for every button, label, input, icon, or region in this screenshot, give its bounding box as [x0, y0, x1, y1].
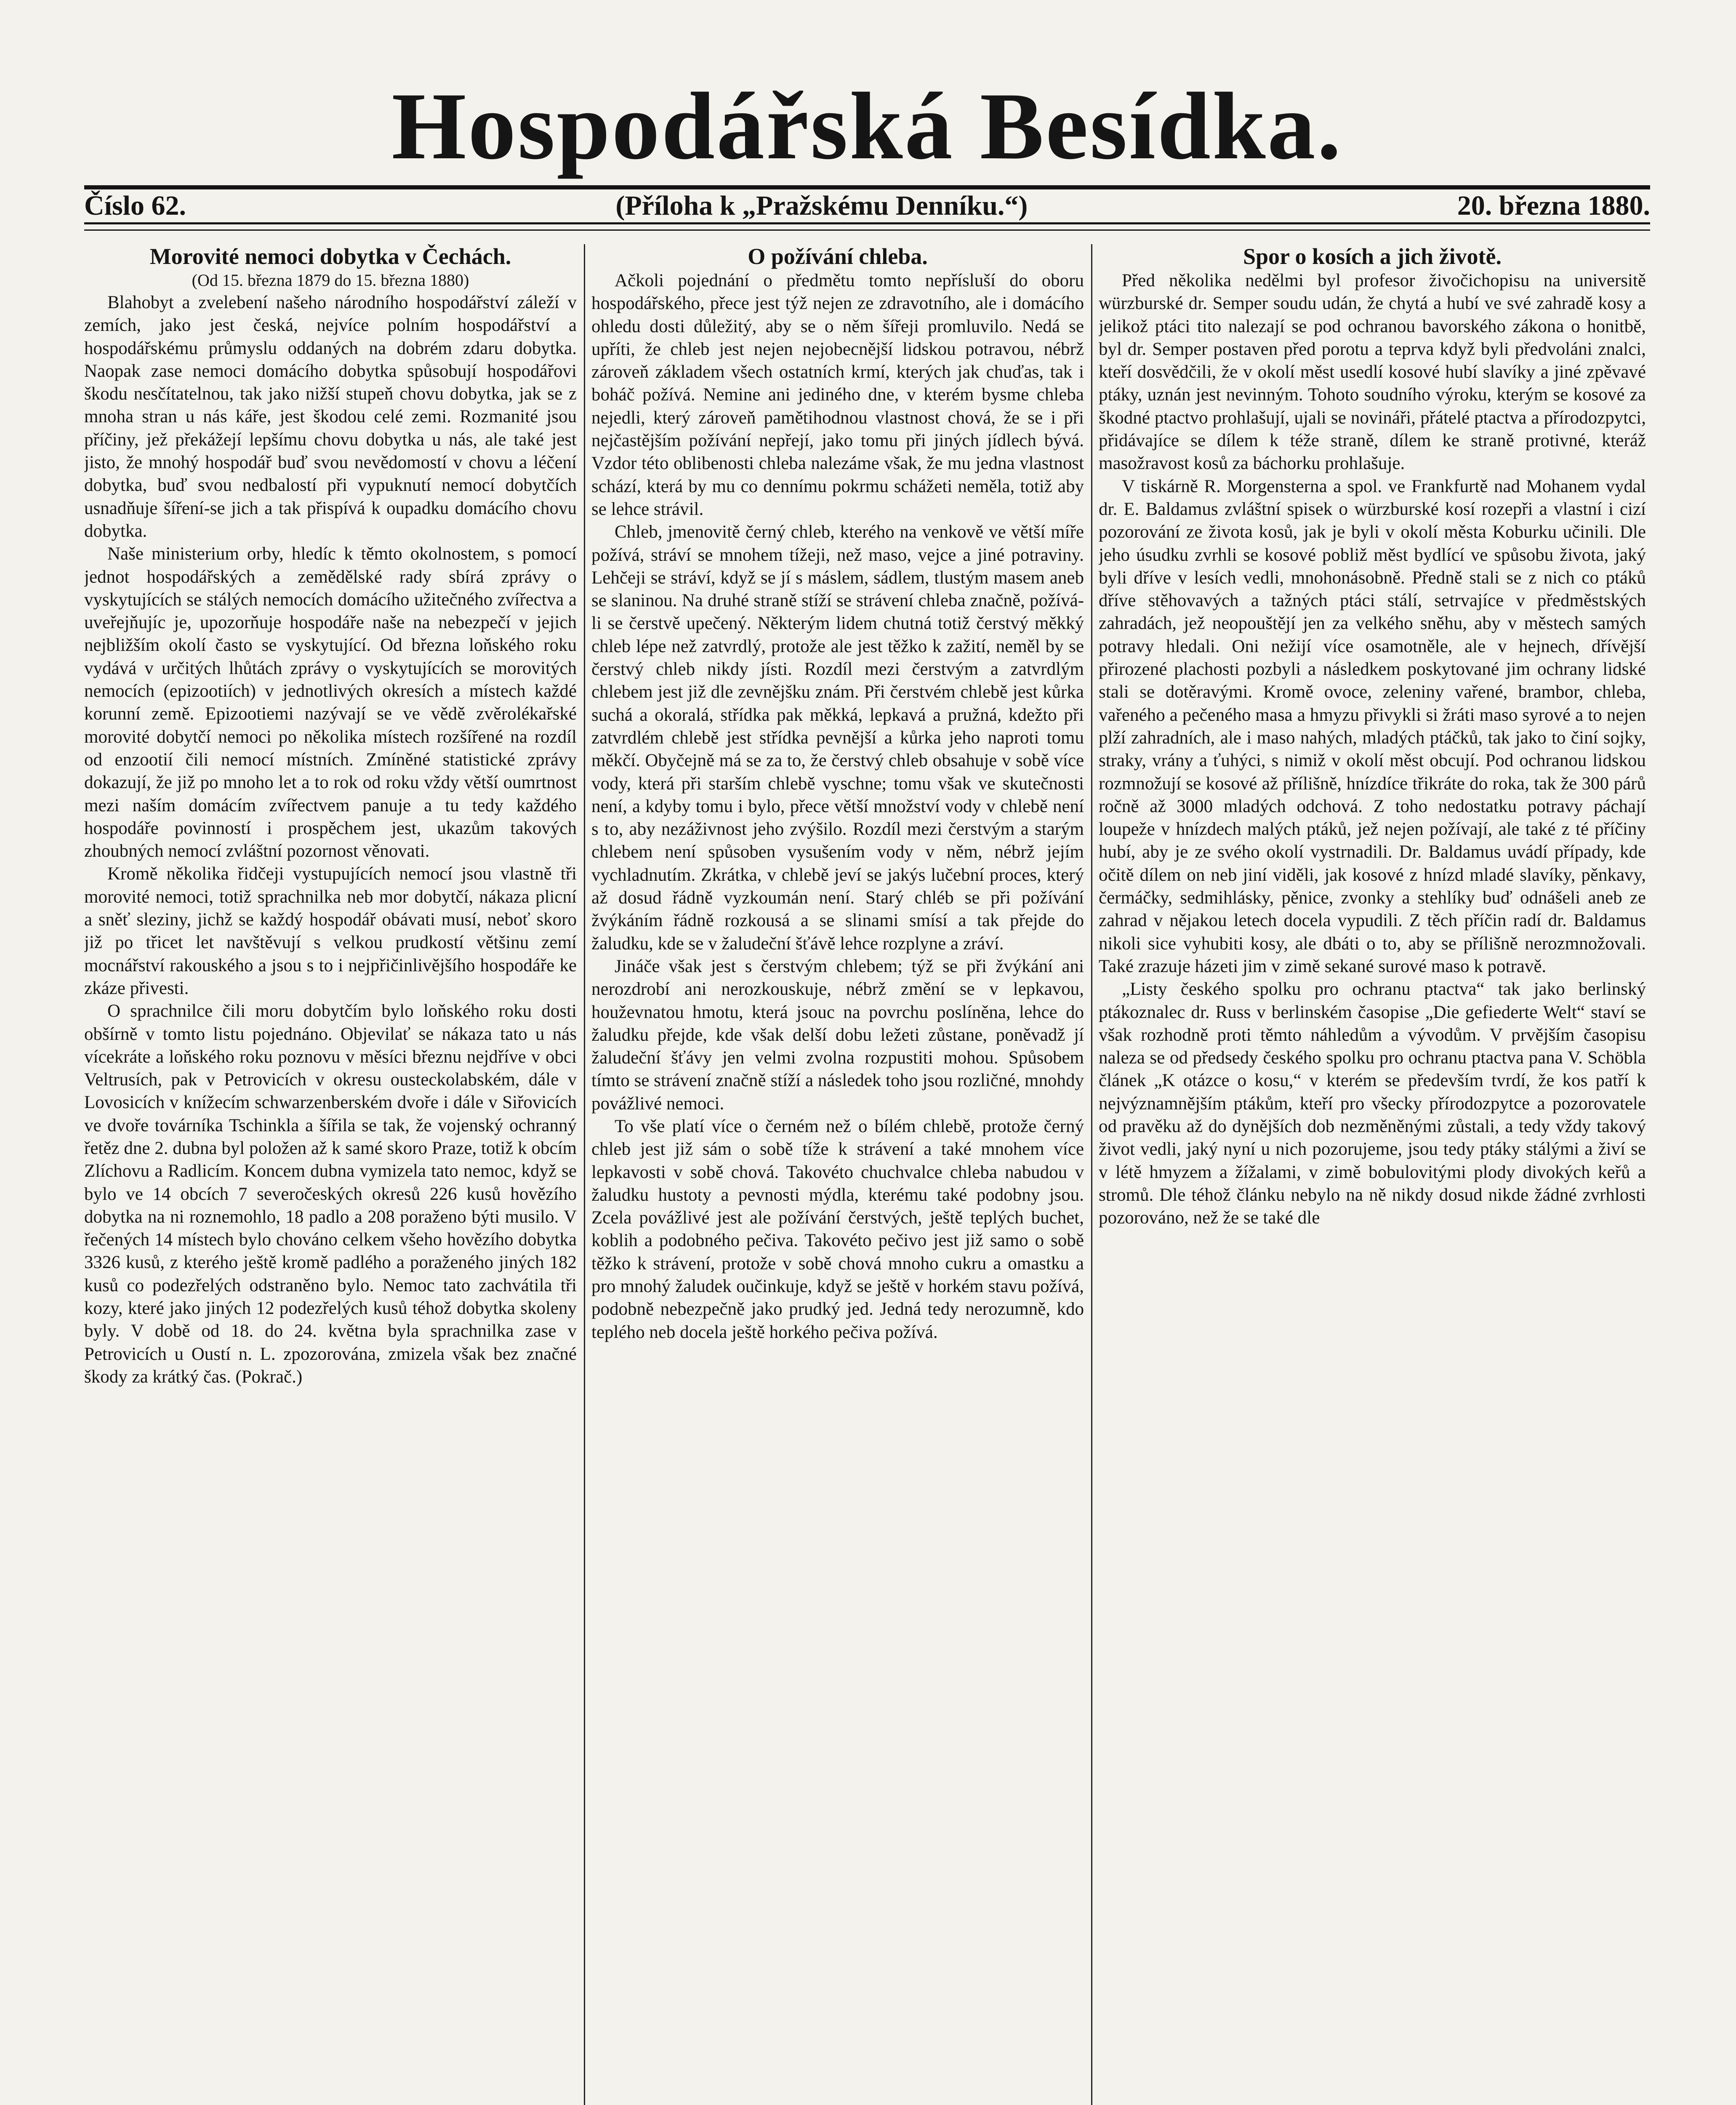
- article-paragraph: Naše ministerium orby, hledíc k těmto okolnostem, s pomocí jednot hospodářských a zemědělské rady sbírá zprávy o vyskytujících se stálých nemocích domácího užitečného zvířectva a uveřejňujíc je, upozorňuje hospodáře naše na nebezpečí v jejich nejbližším okolí často se vyskytující. Od března loňského roku vydává v určitých lhůtách zprávy o vyskytujících se morovitých nemocích (epizootiích) v jednotlivých okresích a místech každé korunní země. Epizootiemi nazývají se ve vědě zvěrolékařské morovité dobytčí nemoci po několika místech rozšířené na rozdíl od enzootií čili nemocí místních. Zmíněné statistické zprávy dokazují, že již po mnoho let a to rok od roku vždy větší oumrtnost mezi naším domácím zvířectvem panuje a tu tedy každého hospodáře povinností i prospěchem jest, ukazům takových zhoubných nemocí zvláštní pozornost věnovati.: [84, 544, 577, 861]
- column-divider-1: [584, 244, 585, 2105]
- article-paragraph: Chleb, jmenovitě černý chleb, kterého na venkově ve větší míře požívá, stráví se mnohem tížeji, než maso, vejce a jiné potraviny. Lehčeji se stráví, když se jí s máslem, sádlem, tlustým masem aneb se slaninou. Na druhé straně stíží se strávení chleba značně, požívá-li se čerstvě upečený. Některým lidem chutná totiž čerstvý měkký chleb lépe než zatvrdlý, protože ale jest těžko k zažití, neměl by se čerstvý chleb nikdy jísti. Rozdíl mezi čerstvým a zatvrdlým chlebem jest již dle zevnějšku znám. Při čerstvém chlebě jest kůrka suchá a okoralá, střídka pak měkká, lepkavá a pružná, kdežto při zatvrdlém chlebě jest střídka pevnější a kůrka jeho naproti tomu měkčí. Obyčejně má se za to, že čerstvý chleb obsahuje v sobě více vody, která při starším chlebě vyschne; tomu však ve skutečnosti není, a kdyby tomu i bylo, přece větší množství vody v chlebě není s to, aby nezáživnost jeho zvýšilo. Rozdíl mezi čerstvým a starým chlebem není spůsoben vysušením vody v něm, nébrž jejím vychladnutím. Zkrátka, v chlebě jeví se jakýs lučební proces, který až dosud řádně vyzkoumán není. Starý chléb se při požívání žvýkáním řádně rozkousá a se slinami smísí a tak přejde do žaludku, kde se v žaludeční šťávě lehce rozplyne a zráví.: [591, 522, 1084, 954]
- column-divider-2: [1091, 244, 1092, 2105]
- article-paragraph: Ačkoli pojednání o předmětu tomto nepřísluší do oboru hospodářského, přece jest týž nejen ze zdravotního, ale i domácího ohledu dosti důležitý, aby se o něm šířeji promluvilo. Nedá se upříti, že chleb jest nejen nejobecnější lidskou potravou, nébrž zároveň základem všech ostatních krmí, kterých jak chuďas, tak i boháč požívá. Nemine ani jediného dne, v kterém bysme chleba nejedli, který zároveň pamětihodnou vlastnost chová, že se i při nejčastějším požívání nepřejí, jako tomu při jiných jídlech bývá. Vzdor této oblibenosti chleba nalezáme však, že mu jedna vlastnost schází, která by mu co dennímu pokrmu schážeti neměla, totiž aby se lehce strávil.: [591, 271, 1084, 519]
- article-column-diseases: [84, 243, 577, 2105]
- masthead-title: Hospodářská Besídka.: [391, 73, 1343, 179]
- supplement-note: (Příloha k „Pražskému Denníku.“): [615, 190, 1028, 221]
- issue-info-bar: [84, 190, 1650, 221]
- masthead-rule-top: [84, 185, 1650, 189]
- article-column-blackbirds: [1099, 243, 1646, 2105]
- issue-date: 20. března 1880.: [1457, 190, 1650, 221]
- article-title: O požívání chleba.: [748, 244, 928, 269]
- article-title: Morovité nemoci dobytka v Čechách.: [149, 244, 511, 269]
- masthead-rule-thin: [84, 229, 1650, 231]
- masthead-rule-bottom: [84, 222, 1650, 224]
- article-paragraph: Kromě několika řidčeji vystupujících nemocí jsou vlastně tři morovité nemoci, totiž sprachnilka neb mor dobytčí, nákaza plicní a sněť sleziny, jichž se každý hospodář obávati musí, neboť skoro již po třicet let navštěvují s velkou prudkostí většinu zemí mocnářství rakouského a jsou s to i nejpřičinlivějšího hospodáře ke zkáze přivesti.: [84, 864, 577, 998]
- article-title: Spor o kosích a jich životě.: [1243, 244, 1502, 269]
- article-subtitle: (Od 15. března 1879 do 15. března 1880): [192, 271, 469, 290]
- article-paragraph: Blahobyt a zvelebení našeho národního hospodářství záleží v zemích, jako jest česká, nejvíce polním hospodářství a hospodářskému průmyslu oddaných na dobrém zdaru dobytka. Naopak zase nemoci domácího dobytka spůsobují hospodářovi škodu nesčítatelnou, tak jako nižší stupeň chovu dobytka, jak se z mnoha stran u nás káře, jest škodou celé zemi. Rozmanité jsou příčiny, jež překážejí lepšímu chovu dobytka u nás, ale také jest jisto, že mnohý hospodář buď svou nevědomostí v chovu a léčení dobytka, buď svou nedbalostí při vypuknutí nemocí dobytčích usnadňuje šíření-se jich a tak přispívá k oupadku domácího chovu dobytka.: [84, 293, 577, 541]
- article-paragraph: V tiskárně R. Morgensterna a spol. ve Frankfurtě nad Mohanem vydal dr. E. Baldamus zvláštní spisek o würzburské kosí rozepři a vlastní i cizí pozorování ze života kosů, jak je byli v okolí města Koburku učinili. Dle jeho úsudku zvrhli se kosové pobliž měst bydlící ve spůsobu života, jaký byli dříve v lesích vedli, mnohonásobně. Předně stali se z nich co ptáků dříve stěhovavých a tažných ptáci stálí, setrvajíce v předměstských zahradách, jež neopouštějí jen za velkého sněhu, aby v městech samých potravy hledali. Oni nežijí více osamotněle, ale v hejnech, dřívější přirozené plachosti pozbyli a následkem poskytované jim ochrany lidské stali se dotěravými. Kromě ovoce, zeleniny vařené, brambor, chleba, vařeného a pečeného masa a hmyzu přivykli si žráti maso syrové a to nejen plží zahradních, ale i maso nahých, mladých ptáčků, tak jako to činí sojky, straky, vrány a ťuhýci, s nimiž v okolí měst obcují. Pod ochranou lidskou rozmnožují se kosové až přílišně, hnízdíce třikráte do roka, tak že 300 párů ročně až 3000 mladých odchová. Z toho nedostatku potravy páchají loupeže v hnízdech malých ptáků, jež nejen požívají, ale také z té příčiny hubí, aby je ze svého okolí vystrnadili. Dr. Baldamus uvádí případy, kde očitě dílem on neb jiní viděli, jak kosové z hnízd mladé slavíky, pěnkavy, čermáčky, sedmihlásky, pěnice, zvonky a stehlíky buď odnášeli aneb ze zahrad v nějakou letech docela vypudili. Z těch příčin radí dr. Baldamus nikoli sice vyhubiti kosy, ale dbáti o to, aby se přílišně nerozmnožovali. Také zrazuje házeti jim v zimě sekané surové maso k potravě.: [1099, 476, 1646, 976]
- article-column-bread: [591, 243, 1084, 2105]
- article-paragraph: Před několika nedělmi byl profesor živočichopisu na universitě würzburské dr. Semper soudu udán, že chytá a hubí ve své zahradě kosy a jelikož ptáci tito nalezají se pod ochranou bavorského zákona o honitbě, byl dr. Semper postaven před porotu a teprva když byli předvoláni znalci, kteří dosvědčili, že v okolí měst usedlí kosové hubí slavíky a jiné zpěvavé ptáky, uznán jest nevinným. Tohoto soudního výroku, kterým se kosové za škodné ptactvo prohlašují, ujali se novináři, přátelé ptactva a přírodozpytci, přidávajíce se dílem k téže straně, dílem ke straně protivné, kteráž masožravost kosů za báchorku prohlašuje.: [1099, 271, 1646, 474]
- article-paragraph: To vše platí více o černém než o bílém chlebě, protože černý chleb jest již sám o sobě tíže k strávení a také mnohem více lepkavosti v sobě chová. Takovéto chuchvalce chleba nabudou v žaludku hustoty a pevnosti mýdla, kterému také podobny jsou. Zcela povážlivé jest ale požívání čerstvých, ještě teplých buchet, koblih a podobného pečiva. Takovéto pečivo jest již samo o sobě těžko k strávení, protože v sobě chová mnoho cukru a omastku a pro mnohý žaludek oučinkuje, když se ještě v horkém stavu požívá, podobně nebezpečně jako prudký jed. Jedná tedy nerozumně, kdo teplého neb docela ještě horkého pečiva požívá.: [591, 1116, 1084, 1342]
- article-paragraph: O sprachnilce čili moru dobytčím bylo loňského roku dosti obšírně v tomto listu pojednáno. Objevilať se nákaza tato u nás vícekráte a loňského roku poznovu v měsíci březnu nejdříve v obci Veltrusích, pak v Petrovicích v okresu ousteckolabském, dále v Lovosicích v knížecím schwarzenberském dvoře i dále v Siřovicích ve dvoře továrníka Tschinkla a šířila se tak, že vojenský ochranný řetěz dne 2. dubna byl položen až k samé skoro Praze, totiž k obcím Zlíchovu a Radlicím. Koncem dubna vymizela tato nemoc, když se bylo ve 14 obcích 7 severočeských okresů 226 kusů hovězího dobytka na ni roznemohlo, 18 padlo a 208 poraženo býti musilo. V řečených 14 místech bylo chováno celkem všeho hovězího dobytka 3326 kusů, z kterého ještě kromě padlého a poraženého jiných 182 kusů co podezřelých odstraněno bylo. Nemoc tato zachvátila tři kozy, které jako jiných 12 podezřelých kusů téhož dobytka skoleny byly. V době od 18. do 24. května byla sprachnilka zase v Petrovicích u Oustí n. L. zpozorována, zmizela však bez značné škody za krátký čas. (Pokrač.): [84, 1001, 577, 1387]
- article-paragraph: Jináče však jest s čerstvým chlebem; týž se při žvýkání ani nerozdrobí ani nerozkouskuje, nébrž změní se v lepkavou, houževnatou hmotu, která jsouc na povrchu poslíněna, lehce do žaludku přejde, kde však delší dobu ležeti zůstane, poněvadž jí žaludeční šťávy jen velmi zvolna rozpustiti mohou. Spůsobem tímto se strávení značně stíží a následek toho jsou rozličné, mnohdy povážlivé nemoci.: [591, 956, 1084, 1114]
- article-paragraph: „Listy českého spolku pro ochranu ptactva“ tak jako berlinský ptákoznalec dr. Russ v berlinském časopise „Die gefiederte Welt“ staví se však rozhodně proti těmto náhledům a vývodům. V prvějším časopisu naleza se od předsedy českého spolku pro ochranu ptactva pana V. Schöbla článek „K otázce o kosu,“ v kterém se především tvrdí, že kos patří k nejvýznamnějším ptákům, kteří pro všecky přírodozpytce a pozorovatele od pravěku až do dynějších dob nezměněnými zůstali, a tedy vždy takový život vedli, jaký nyní u nich pozorujeme, jsou tedy ptáky stálými a živí se v létě hmyzem a žížalami, v zimě bobulovitými plody divokých keřů a stromů. Dle téhož článku nebylo na ně nikdy dosud nikde žádné zvrhlosti pozorováno, než že se také dle: [1099, 979, 1646, 1228]
- issue-number: Číslo 62.: [84, 190, 186, 221]
